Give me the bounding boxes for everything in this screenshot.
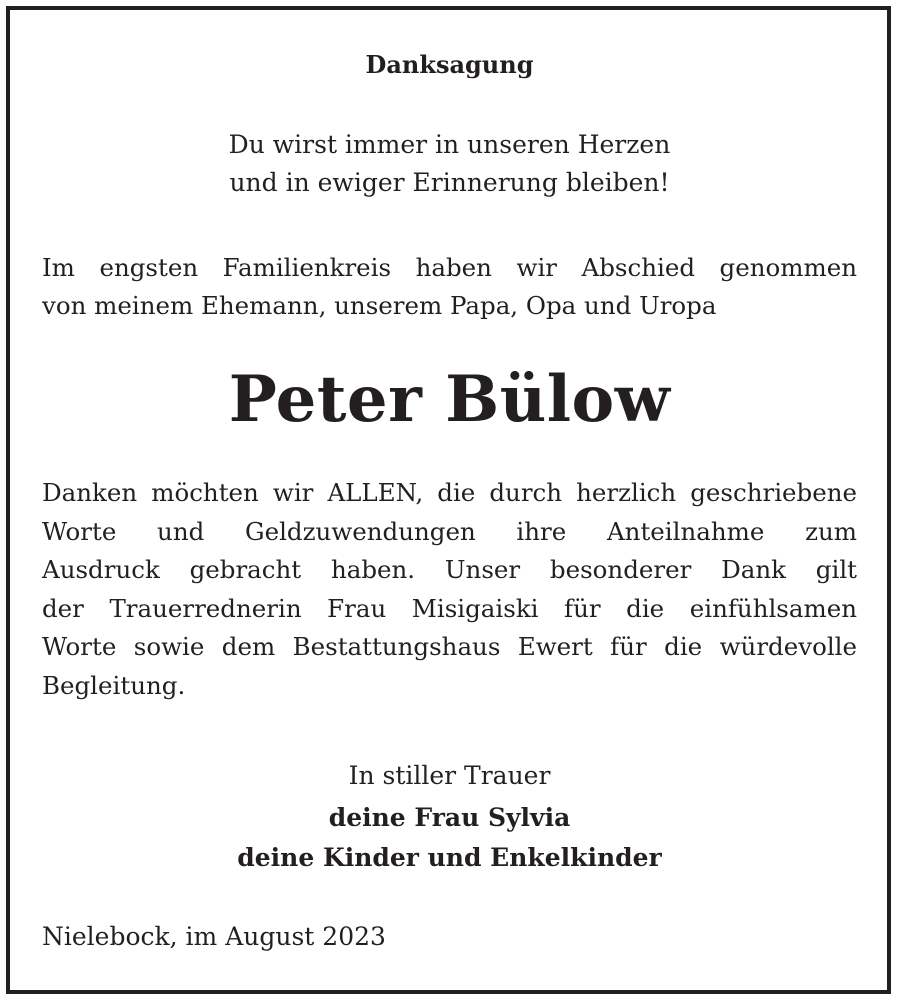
intro-text: [42, 249, 857, 325]
thanks-line-3: Ausdruck gebracht haben. Unser besonderer Dank gilt: [42, 555, 857, 585]
motto-line-2: und in ewiger Erinnerung bleiben!: [229, 168, 670, 197]
thanks-paragraph: [42, 474, 857, 706]
motto-line-1: Du wirst immer in unseren Herzen: [228, 130, 671, 159]
thanks-line-5: Worte sowie dem Bestattungshaus Ewert für die würdevolle: [42, 632, 857, 662]
notice-heading: Danksagung: [365, 50, 534, 79]
signatory-wife: deine Frau Sylvia: [328, 803, 571, 832]
deceased-name: Peter Bülow: [228, 362, 671, 437]
thanks-line-6: Begleitung.: [42, 670, 186, 700]
signatories: [0, 798, 899, 878]
thanks-line-2: Worte und Geldzuwendungen ihre Anteilnahme zum: [42, 516, 857, 546]
intro-line-2: von meinem Ehemann, unserem Papa, Opa und Uropa: [42, 291, 717, 320]
mourning-phrase: In stiller Trauer: [348, 761, 551, 790]
thanks-line-4: der Trauerrednerin Frau Misigaiski für die einfühlsamen: [42, 593, 857, 623]
motto: [0, 126, 899, 202]
intro-line-1: Im engsten Familienkreis haben wir Abschied genommen: [42, 253, 857, 282]
place-date: Nielebock, im August 2023: [42, 922, 386, 951]
thanks-line-1: Danken möchten wir ALLEN, die durch herzlich geschriebene: [42, 478, 857, 507]
signatory-family: deine Kinder und Enkelkinder: [237, 843, 662, 872]
